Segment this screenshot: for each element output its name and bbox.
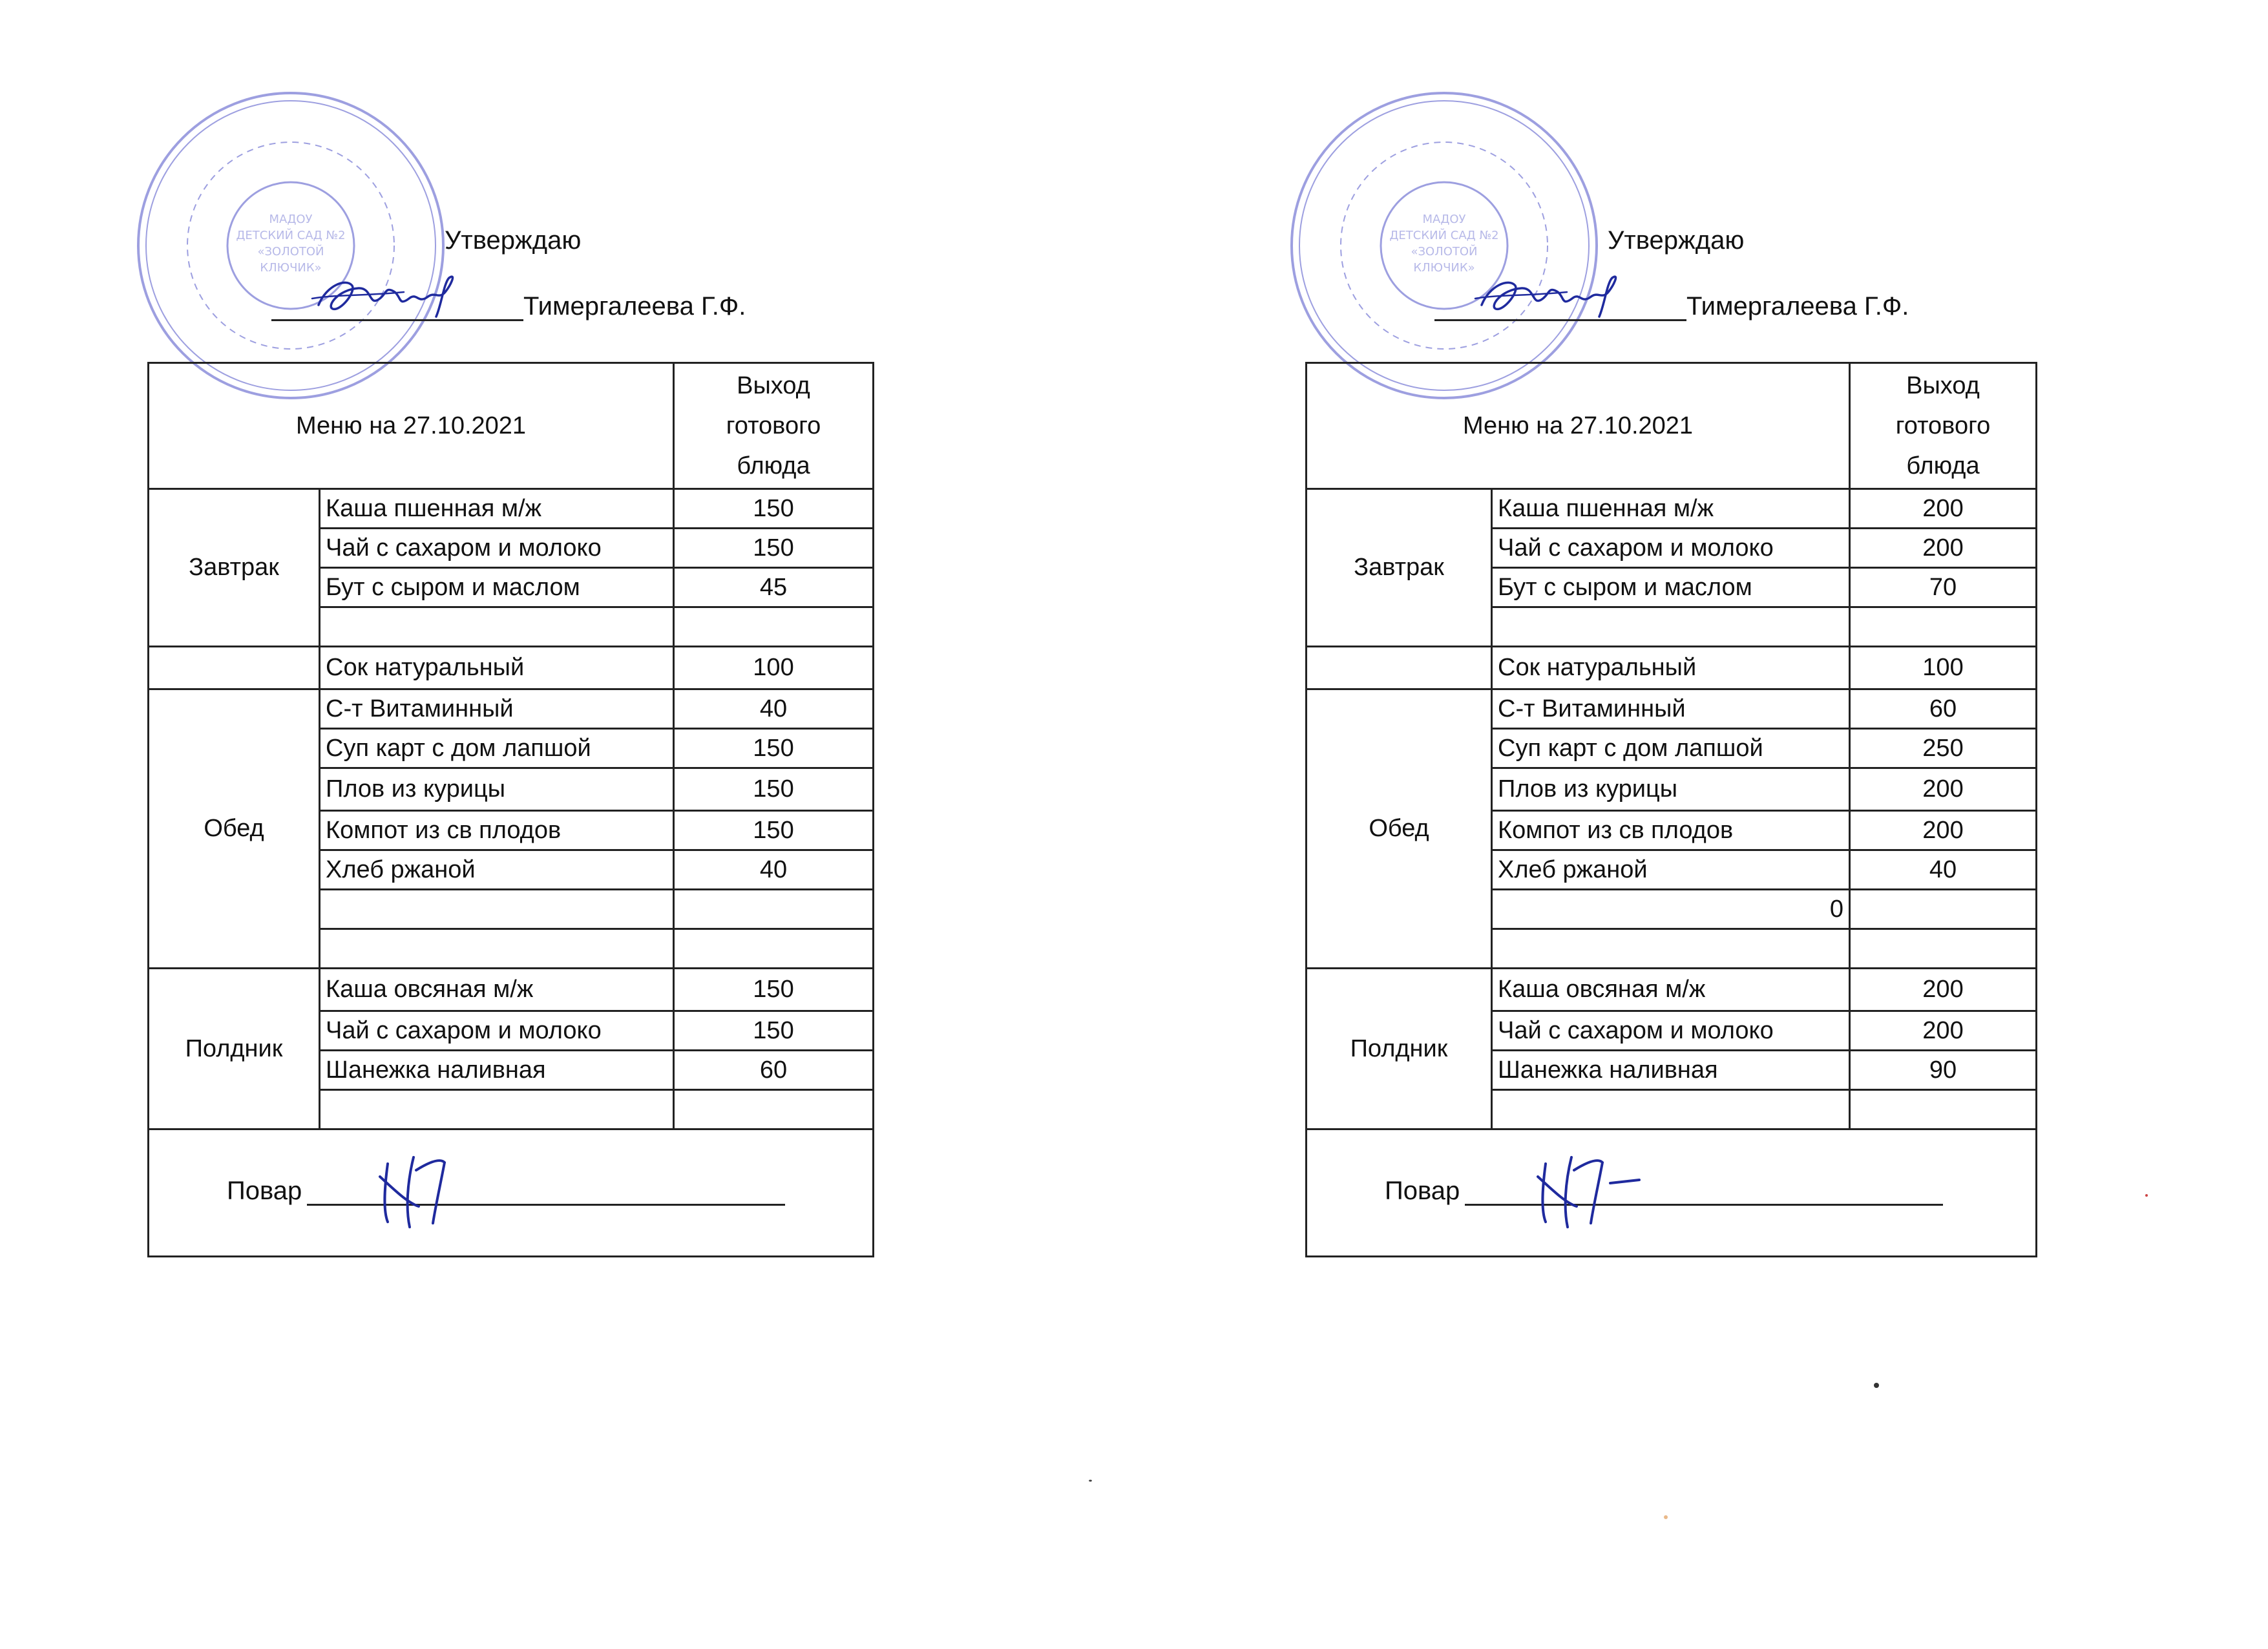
dish-name: Чай с сахаром и молоко (1492, 1011, 1850, 1051)
dish-name: Бут с сыром и маслом (320, 568, 674, 607)
dish-name: Каша овсяная м/ж (1492, 969, 1850, 1011)
approver-signature-line (1434, 292, 1909, 322)
dish-name: Каша пшенная м/ж (1492, 489, 1850, 529)
cook-signature-line (1385, 1177, 1943, 1206)
handwritten-signature-icon (1470, 266, 1638, 326)
round-stamp (1283, 84, 1606, 407)
svg-text:МАДОУ: МАДОУ (269, 213, 313, 226)
table-row (149, 969, 874, 1011)
dish-yield: 200 (1850, 969, 2037, 1011)
dish-yield: 150 (674, 489, 874, 529)
cook-label: Повар (1385, 1177, 1460, 1205)
handwritten-signature-icon (1526, 1144, 1643, 1235)
stamp-seal-icon (1283, 84, 1606, 407)
menu-title: Меню на 27.10.2021 (1307, 363, 1850, 489)
dish-name: Суп карт с дом лапшой (1492, 729, 1850, 768)
dish-yield: 100 (674, 647, 874, 689)
section-breakfast: Завтрак (149, 489, 320, 647)
dish-yield: 90 (1850, 1051, 2037, 1090)
dish-yield: 200 (1850, 768, 2037, 811)
dish-name: Чай с сахаром и молоко (320, 529, 674, 568)
dish-name: Компот из св плодов (1492, 811, 1850, 850)
dish-yield: 150 (674, 811, 874, 850)
dish-name: Каша пшенная м/ж (320, 489, 674, 529)
dish-yield: 45 (674, 568, 874, 607)
svg-text:КЛЮЧИК»: КЛЮЧИК» (1413, 261, 1475, 275)
yield-header: Выход готового блюда (1850, 363, 2037, 489)
cook-label: Повар (227, 1177, 302, 1205)
dish-name: С-т Витаминный (1492, 689, 1850, 729)
table-footer-row (149, 1129, 874, 1257)
dish-yield (1850, 890, 2037, 929)
menu-table (1305, 362, 2037, 1257)
dish-yield: 150 (674, 1011, 874, 1051)
section-afternoon-snack: Полдник (1307, 969, 1492, 1129)
section-lunch: Обед (149, 689, 320, 969)
table-row (1307, 489, 2037, 529)
approve-label: Утверждаю (445, 226, 582, 255)
dish-yield: 250 (1850, 729, 2037, 768)
table-row (1307, 647, 2037, 689)
dish-name: Чай с сахаром и молоко (1492, 529, 1850, 568)
dish-yield: 60 (674, 1051, 874, 1090)
table-footer-row (1307, 1129, 2037, 1257)
dish-yield: 100 (1850, 647, 2037, 689)
approver-name: Тимергалеева Г.Ф. (523, 292, 746, 320)
scan-speck (1664, 1515, 1668, 1519)
section-lunch: Обед (1307, 689, 1492, 969)
menu-table (147, 362, 874, 1257)
dish-name: Плов из курицы (320, 768, 674, 811)
dish-name: Хлеб ржаной (320, 850, 674, 890)
section-breakfast: Завтрак (1307, 489, 1492, 647)
signature-underline (271, 293, 523, 321)
section-afternoon-snack: Полдник (149, 969, 320, 1129)
approve-label: Утверждаю (1608, 226, 1745, 255)
dish-name: 0 (1492, 890, 1850, 929)
stamp-seal-icon (129, 84, 452, 407)
table-row (149, 489, 874, 529)
dish-name: Компот из св плодов (320, 811, 674, 850)
dish-name: Шанежка наливная (1492, 1051, 1850, 1090)
dish-name: Сок натуральный (1492, 647, 1850, 689)
yield-header: Выход готового блюда (674, 363, 874, 489)
cook-signature-line (227, 1177, 785, 1206)
table-row (149, 647, 874, 689)
approver-name: Тимергалеева Г.Ф. (1686, 292, 1909, 320)
dish-yield: 40 (1850, 850, 2037, 890)
round-stamp (129, 84, 452, 407)
dish-yield: 200 (1850, 529, 2037, 568)
dish-name: Чай с сахаром и молоко (320, 1011, 674, 1051)
handwritten-signature-icon (368, 1144, 485, 1235)
dish-yield: 200 (1850, 1011, 2037, 1051)
scan-speck (2145, 1194, 2148, 1197)
dish-yield: 60 (1850, 689, 2037, 729)
dish-name: Шанежка наливная (320, 1051, 674, 1090)
signature-underline (1465, 1178, 1943, 1206)
signature-underline (307, 1178, 785, 1206)
dish-name: Сок натуральный (320, 647, 674, 689)
menu-title: Меню на 27.10.2021 (149, 363, 674, 489)
cook-signature-cell (149, 1129, 874, 1257)
table-row (1307, 969, 2037, 1011)
cook-signature-cell (1307, 1129, 2037, 1257)
svg-text:«ЗОЛОТОЙ: «ЗОЛОТОЙ (257, 245, 324, 258)
dish-yield: 40 (674, 689, 874, 729)
dish-yield: 150 (674, 969, 874, 1011)
dish-yield: 150 (674, 729, 874, 768)
dish-name: Плов из курицы (1492, 768, 1850, 811)
approver-signature-line (271, 292, 746, 322)
section-empty (149, 647, 320, 689)
svg-text:ДЕТСКИЙ САД №2: ДЕТСКИЙ САД №2 (236, 229, 346, 242)
table-row (1307, 689, 2037, 729)
dish-yield: 70 (1850, 568, 2037, 607)
dish-yield: 40 (674, 850, 874, 890)
dish-name: Бут с сыром и маслом (1492, 568, 1850, 607)
svg-text:ДЕТСКИЙ САД №2: ДЕТСКИЙ САД №2 (1389, 229, 1499, 242)
section-empty (1307, 647, 1492, 689)
dish-name: С-т Витаминный (320, 689, 674, 729)
dish-name: Суп карт с дом лапшой (320, 729, 674, 768)
dish-yield: 150 (674, 768, 874, 811)
scan-speck (1874, 1383, 1879, 1388)
svg-text:«ЗОЛОТОЙ: «ЗОЛОТОЙ (1411, 245, 1478, 258)
svg-text:МАДОУ: МАДОУ (1422, 213, 1466, 226)
table-header-row (149, 363, 874, 489)
menu-sheet-right (1134, 0, 2268, 1649)
dish-yield: 200 (1850, 811, 2037, 850)
scan-speck (1089, 1480, 1092, 1482)
handwritten-signature-icon (307, 266, 475, 326)
dish-yield: 200 (1850, 489, 2037, 529)
svg-text:КЛЮЧИК»: КЛЮЧИК» (260, 261, 322, 275)
table-header-row (1307, 363, 2037, 489)
dish-name: Хлеб ржаной (1492, 850, 1850, 890)
dish-name: Каша овсяная м/ж (320, 969, 674, 1011)
signature-underline (1434, 293, 1686, 321)
dish-yield: 150 (674, 529, 874, 568)
table-row (149, 689, 874, 729)
